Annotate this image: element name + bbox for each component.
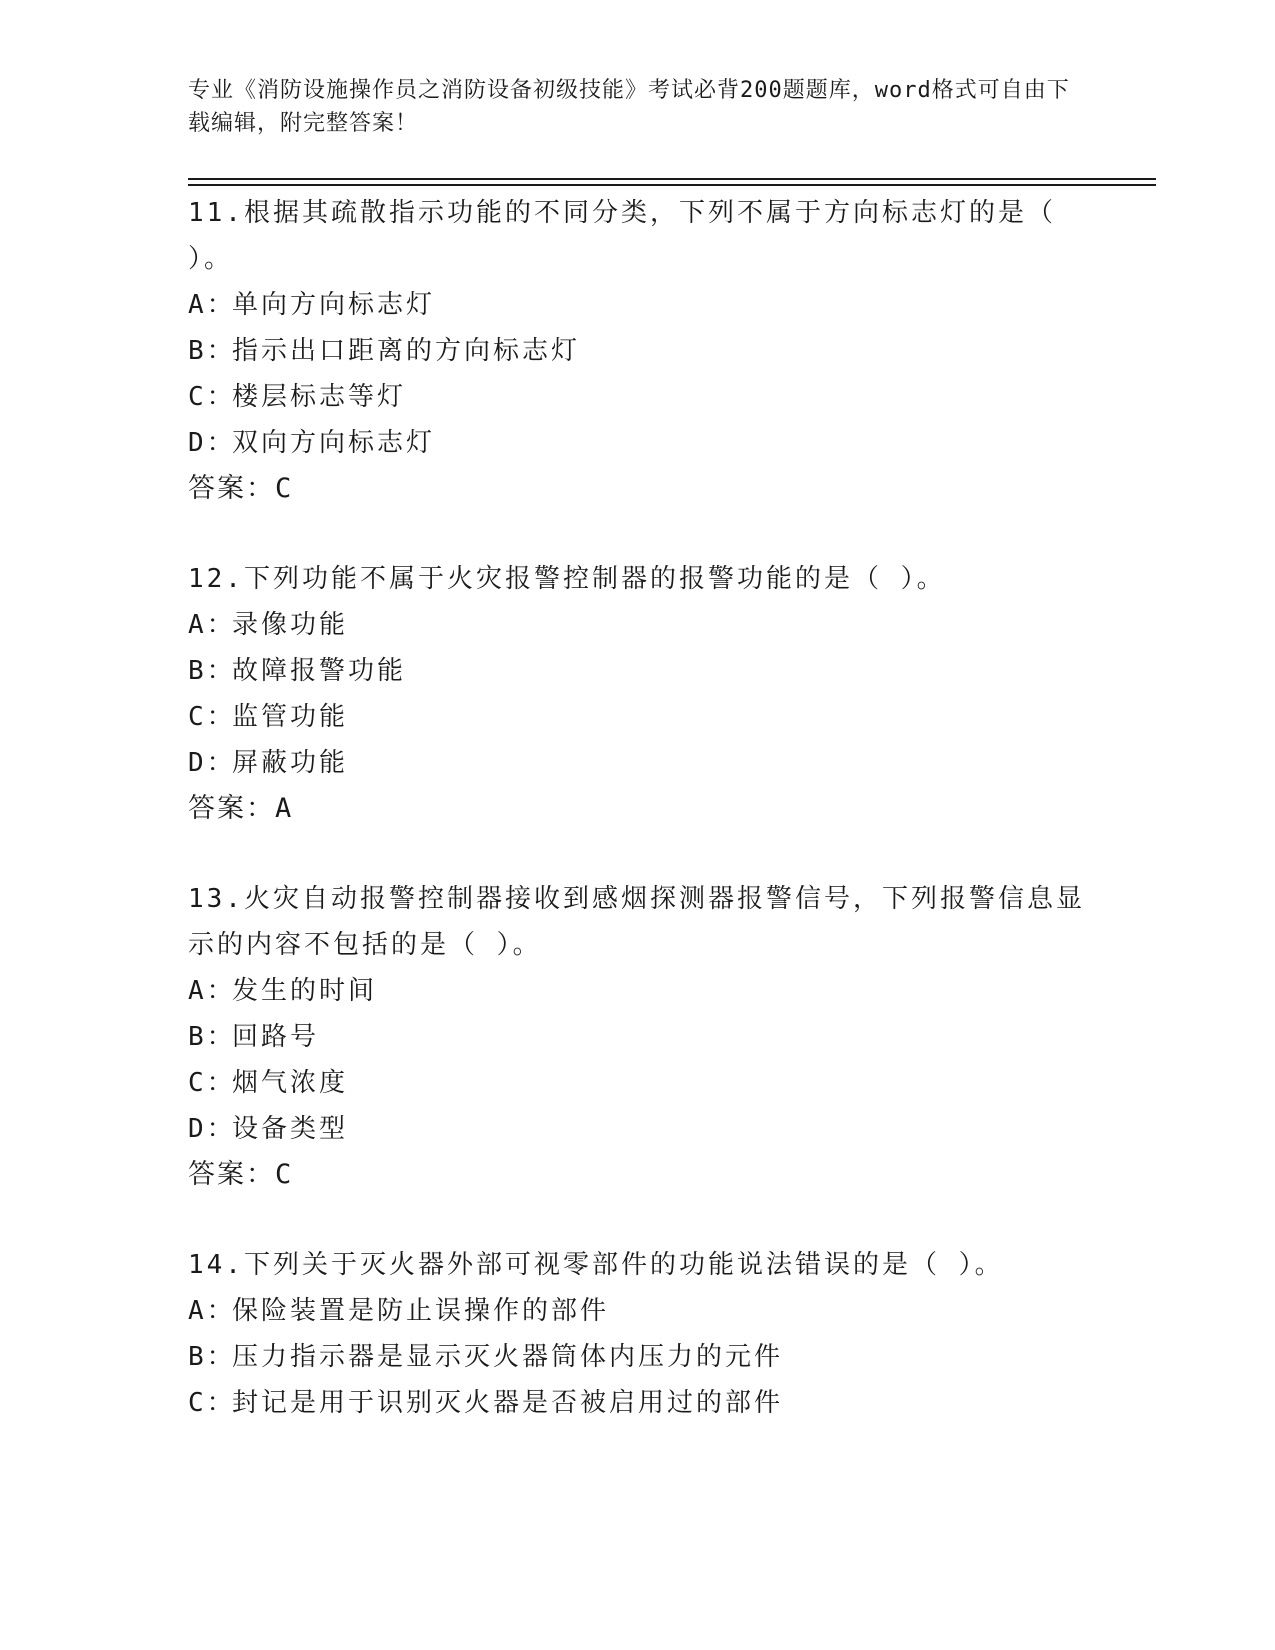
option-a xyxy=(188,602,1088,648)
question-stem: 13.火灾自动报警控制器接收到感烟探测器报警信号，下列报警信息显示的内容不包括的是（ ）。 xyxy=(188,884,1085,960)
option-text: 故障报警功能 xyxy=(232,656,407,686)
option-text: 封记是用于识别灭火器是否被启用过的部件 xyxy=(232,1388,784,1418)
header-divider-top xyxy=(188,178,1156,180)
option-key: A： xyxy=(188,610,236,640)
question-12 xyxy=(188,556,1088,832)
question-stem: 14.下列关于灭火器外部可视零部件的功能说法错误的是（ ）。 xyxy=(188,1250,1004,1280)
answer: 答案：C xyxy=(188,473,294,504)
option-key: A： xyxy=(188,290,236,320)
option-c xyxy=(188,1060,1088,1106)
option-key: D： xyxy=(188,748,236,778)
option-d xyxy=(188,740,1088,786)
option-b xyxy=(188,1334,1088,1380)
option-key: B： xyxy=(188,1342,236,1372)
option-c xyxy=(188,1380,1088,1426)
option-c xyxy=(188,374,1088,420)
option-b xyxy=(188,328,1088,374)
document-header: 专业《消防设施操作员之消防设备初级技能》考试必背200题题库，word格式可自由下载编辑，附完整答案！ xyxy=(188,78,1070,136)
option-key: D： xyxy=(188,428,236,458)
option-key: D： xyxy=(188,1114,236,1144)
option-key: B： xyxy=(188,336,236,366)
question-list xyxy=(188,190,1088,1470)
option-key: C： xyxy=(188,702,236,732)
option-text: 发生的时间 xyxy=(232,976,378,1006)
option-key: B： xyxy=(188,656,236,686)
option-text: 指示出口距离的方向标志灯 xyxy=(232,336,581,366)
option-a xyxy=(188,282,1088,328)
option-a xyxy=(188,968,1088,1014)
option-c xyxy=(188,694,1088,740)
option-key: C： xyxy=(188,1388,236,1418)
option-text: 双向方向标志灯 xyxy=(232,428,436,458)
question-stem: 12.下列功能不属于火灾报警控制器的报警功能的是（ ）。 xyxy=(188,564,946,594)
question-11 xyxy=(188,190,1088,512)
option-text: 监管功能 xyxy=(232,702,349,732)
option-b xyxy=(188,1014,1088,1060)
option-d xyxy=(188,1106,1088,1152)
option-d xyxy=(188,420,1088,466)
option-text: 屏蔽功能 xyxy=(232,748,349,778)
option-text: 压力指示器是显示灭火器筒体内压力的元件 xyxy=(232,1342,784,1372)
answer: 答案：C xyxy=(188,1159,294,1190)
option-text: 楼层标志等灯 xyxy=(232,382,407,412)
option-text: 烟气浓度 xyxy=(232,1068,349,1098)
question-14 xyxy=(188,1242,1088,1426)
question-13 xyxy=(188,876,1088,1198)
option-key: A： xyxy=(188,1296,236,1326)
option-key: C： xyxy=(188,382,236,412)
question-stem: 11.根据其疏散指示功能的不同分类，下列不属于方向标志灯的是（ ）。 xyxy=(188,198,1056,274)
option-key: B： xyxy=(188,1022,236,1052)
option-text: 单向方向标志灯 xyxy=(232,290,436,320)
header-divider-bottom xyxy=(188,184,1156,186)
answer: 答案：A xyxy=(188,793,294,824)
option-key: A： xyxy=(188,976,236,1006)
option-a xyxy=(188,1288,1088,1334)
option-key: C： xyxy=(188,1068,236,1098)
option-b xyxy=(188,648,1088,694)
option-text: 录像功能 xyxy=(232,610,349,640)
option-text: 设备类型 xyxy=(232,1114,349,1144)
option-text: 回路号 xyxy=(232,1022,320,1052)
option-text: 保险装置是防止误操作的部件 xyxy=(232,1296,610,1326)
